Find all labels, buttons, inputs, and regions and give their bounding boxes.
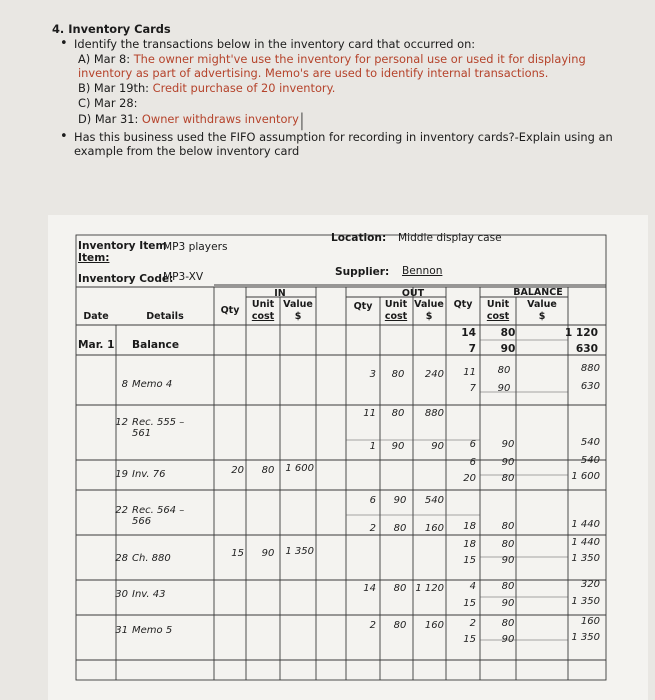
answer-a-label: A) Mar 8: [78, 51, 134, 66]
row6-bal-unit: 90 [501, 439, 515, 450]
row9-date: 22 [115, 505, 128, 516]
inventory-card [48, 215, 648, 700]
row5-date: 12 [115, 417, 128, 428]
row4-bal-value: 630 [580, 381, 600, 392]
header-out-value: Value [414, 299, 444, 310]
row3-out-value: 240 [424, 369, 444, 380]
row11-bal-value: 1 440 [571, 537, 600, 548]
row3-date: 8 [121, 379, 128, 390]
row6-out-value: 90 [431, 441, 444, 452]
answer-d-text[interactable]: Owner withdraws inventory [141, 111, 299, 126]
row13-bal-qty: 4 [469, 581, 476, 592]
header-out: OUT [401, 288, 425, 299]
row6-bal-value: 540 [580, 437, 600, 448]
row3-bal-qty: 11 [463, 367, 476, 378]
bullet-identify [52, 37, 642, 52]
row14-bal-qty: 15 [463, 598, 476, 609]
supplier-label: Supplier: [335, 266, 390, 278]
code-value: MP3-XV [163, 271, 204, 283]
row11-details: Ch. 880 [132, 553, 171, 564]
row13-bal-value: 320 [580, 579, 600, 590]
row1-details: Balance [132, 339, 180, 351]
header-out-qty: Qty [353, 301, 373, 312]
row4-bal-qty: 7 [469, 383, 476, 394]
item-label-2: Item: [78, 252, 110, 264]
answer-b [52, 81, 642, 96]
header-details: Details [146, 311, 184, 322]
header-balance: BALANCE [513, 287, 563, 298]
question-block [52, 22, 642, 159]
row16-bal-unit: 90 [501, 634, 515, 645]
row12-bal-value: 1 350 [571, 553, 600, 564]
row7-bal-value: 540 [580, 455, 600, 466]
item-label: Inventory Item [78, 240, 167, 252]
row1-bal-value: 1 120 [564, 327, 598, 339]
row9-out-qty: 6 [369, 495, 376, 506]
row7-in-unit: 80 [261, 465, 275, 476]
row11-date: 28 [115, 553, 128, 564]
row11-bal-qty: 18 [463, 539, 476, 550]
row15-bal-value: 160 [580, 616, 600, 627]
row8-bal-value: 1 600 [571, 471, 600, 482]
bullet-identify-text: Identify the transactions below in the inventory card that occurred on: [74, 36, 476, 51]
answer-b-label: B) Mar 19th: [78, 81, 153, 96]
row2-bal-unit: 90 [500, 343, 516, 355]
header-out-dollar: $ [425, 311, 433, 322]
row5-out-value: 880 [424, 408, 444, 419]
row4-bal-unit: 90 [497, 383, 511, 394]
answer-a-text: The owner might've use the inventory for personal use or used it for displaying inventory as part of advertising. Memo's are used to identify internal transactions. [78, 51, 586, 81]
row15-out-unit: 80 [393, 620, 407, 631]
row14-bal-value: 1 350 [571, 596, 600, 607]
row13-details: Inv. 43 [132, 589, 166, 600]
row1-bal-unit: 80 [500, 327, 516, 339]
answer-a [52, 52, 642, 82]
row3-out-qty: 3 [369, 369, 376, 380]
row3-bal-value: 880 [580, 363, 600, 374]
row1-date: Mar. 1 [78, 339, 115, 351]
header-bal-cost: cost [486, 311, 510, 322]
row8-bal-unit: 80 [501, 473, 515, 484]
row5-details: Rec. 555 – 561 [132, 417, 185, 439]
row13-bal-unit: 80 [501, 581, 515, 592]
row14-bal-unit: 90 [501, 598, 515, 609]
row15-details: Memo 5 [132, 625, 173, 636]
location-value: Middle display case [398, 232, 502, 244]
header-in-cost: cost [251, 311, 275, 322]
bullet-fifo [52, 130, 642, 160]
header-date: Date [83, 311, 109, 322]
item-value: MP3 players [163, 241, 228, 253]
row3-details: Memo 4 [132, 379, 173, 390]
row5-out-unit: 80 [391, 408, 405, 419]
row3-out-unit: 80 [391, 369, 405, 380]
header-in-unit: Unit [251, 299, 275, 310]
row10-out-qty: 2 [369, 523, 376, 534]
answer-d[interactable] [52, 109, 642, 131]
question-title: 4. Inventory Cards [52, 22, 171, 36]
row7-bal-unit: 90 [501, 457, 515, 468]
row2-bal-value: 630 [575, 343, 598, 355]
row11-in-unit: 90 [261, 548, 275, 559]
row10-out-unit: 80 [393, 523, 407, 534]
header-out-unit: Unit [384, 299, 408, 310]
row16-bal-value: 1 350 [571, 632, 600, 643]
header-bal-qty: Qty [453, 299, 473, 310]
row6-bal-qty: 6 [469, 439, 476, 450]
answer-b-text: Credit purchase of 20 inventory. [152, 81, 336, 96]
header-in-qty: Qty [220, 305, 240, 316]
row7-in-value: 1 600 [285, 463, 314, 474]
location-label: Location: [331, 232, 387, 244]
header-bal-value: Value [527, 299, 557, 310]
row16-bal-qty: 15 [463, 634, 476, 645]
header-in-value: Value [283, 299, 313, 310]
row10-out-value: 160 [424, 523, 444, 534]
row15-date: 31 [115, 625, 128, 636]
row13-date: 30 [115, 589, 128, 600]
text-cursor-icon: | [298, 109, 305, 131]
header-bal-dollar: $ [538, 311, 546, 322]
row10-bal-value: 1 440 [571, 519, 600, 530]
row13-out-qty: 14 [363, 583, 376, 594]
row12-bal-unit: 90 [501, 555, 515, 566]
row3-bal-unit: 80 [497, 365, 511, 376]
row15-out-qty: 2 [369, 620, 376, 631]
row15-out-value: 160 [424, 620, 444, 631]
row10-bal-unit: 80 [501, 521, 515, 532]
row6-out-unit: 90 [391, 441, 405, 452]
answer-c [52, 96, 642, 111]
row11-bal-unit: 80 [501, 539, 515, 550]
row9-out-value: 540 [424, 495, 444, 506]
row15-bal-qty: 2 [469, 618, 476, 629]
row8-bal-qty: 20 [463, 473, 476, 484]
answer-d-label: D) Mar 31: [78, 111, 142, 126]
row12-bal-qty: 15 [463, 555, 476, 566]
header-bal-unit: Unit [486, 299, 510, 310]
header-in-dollar: $ [294, 311, 302, 322]
row6-out-qty: 1 [369, 441, 376, 452]
row7-date: 19 [115, 469, 128, 480]
row7-details: Inv. 76 [132, 469, 166, 480]
code-label: Inventory Code: [78, 273, 174, 285]
row10-bal-qty: 18 [463, 521, 476, 532]
supplier-value: Bennon [402, 265, 443, 277]
row9-details: Rec. 564 – 566 [132, 505, 185, 527]
row13-out-value: 1 120 [415, 583, 444, 594]
row1-bal-qty: 14 [461, 327, 476, 339]
row7-bal-qty: 6 [469, 457, 476, 468]
row5-out-qty: 11 [363, 408, 376, 419]
row9-out-unit: 90 [393, 495, 407, 506]
row13-out-unit: 80 [393, 583, 407, 594]
row2-bal-qty: 7 [468, 343, 476, 355]
row11-in-qty: 15 [231, 548, 244, 559]
header-out-cost: cost [384, 311, 408, 322]
answer-c-label: C) Mar 28: [78, 95, 138, 110]
row15-bal-unit: 80 [501, 618, 515, 629]
row11-in-value: 1 350 [285, 546, 314, 557]
row7-in-qty: 20 [231, 465, 244, 476]
bullet-fifo-text: Has this business used the FIFO assumption for recording in inventory cards?-Explain using an example from the below inventory card [74, 129, 613, 159]
header-in: IN [274, 288, 286, 299]
